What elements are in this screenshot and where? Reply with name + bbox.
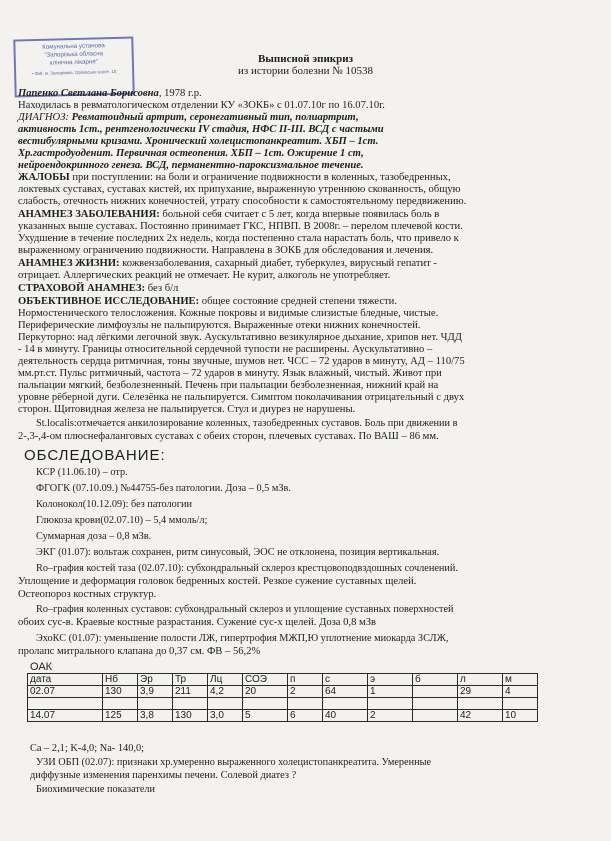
- oak-data-row: [28, 686, 538, 698]
- objective-line: - 14 в минуту. Границы относительной сердечной тупости не расширены. Аускультативно –: [18, 344, 433, 355]
- oak-cell: 3,0: [208, 710, 243, 722]
- oak-cell: 20: [243, 686, 288, 698]
- oak-cell: 125: [103, 710, 138, 722]
- objective-line: мм.рт.ст. Пульс ритмичный, частота – 72 ударов в минуту. Язык влажный, чистый. Живот при: [18, 368, 442, 379]
- diagnosis-label: ДИАГНОЗ:: [18, 112, 69, 123]
- oak-cell: СОЭ: [243, 674, 288, 686]
- objective-line: [18, 296, 598, 308]
- objective-line: Нормостенического телосложения. Кожные покровы и видимые слизистые бледные, чистые.: [18, 308, 439, 319]
- diagnosis-line: [18, 112, 598, 124]
- oak-cell: [138, 698, 173, 710]
- oak-cell: 14.07: [28, 710, 103, 722]
- oak-cell: [288, 698, 323, 710]
- oak-cell: п: [288, 674, 323, 686]
- st-localis-line: St.localis:отмечается анкилозирование коленных, тазобедренных суставов. Боль при движении в: [36, 418, 458, 429]
- oak-cell: э: [368, 674, 413, 686]
- stamp-line: "Запорізька обласна: [44, 50, 104, 59]
- complaints-line: локтевых суставах, суставах кистей, их припухание, выраженную утреннюю скованность, общую: [18, 184, 461, 195]
- biochem-line: Биохимические показатели: [36, 784, 156, 795]
- objective-line: Периферические лимфоузлы не пальпируются. Выраженные отеки нижних конечностей.: [18, 320, 421, 331]
- oak-cell: 10: [503, 710, 538, 722]
- patient-year: , 1978 г.р.: [158, 88, 202, 99]
- document-title: Выписной эпикриз: [257, 53, 354, 65]
- oak-cell: дата: [28, 674, 103, 686]
- exam-pelvis-xray: Остеопороз костных структур.: [18, 589, 157, 600]
- diagnosis-line: нейроендокринного генеза. ВСД, перманентно-пароксизмальное течение.: [18, 160, 364, 171]
- insurance-line: [18, 283, 598, 295]
- anamnesis-disease-line: указанных выше суставах. Постоянно принимает ГКС, НПВП. В 2008г. – перелом плечевой кости.: [18, 221, 463, 232]
- objective-line: сторон. Щитовидная железа не пальпируется. Стул и диурез не нарушены.: [18, 404, 356, 415]
- stamp-line: клінічна лікарня": [49, 58, 98, 67]
- oak-cell: 2: [368, 710, 413, 722]
- insurance-label: СТРАХОВОЙ АНАМНЕЗ:: [18, 283, 146, 294]
- anamnesis-life-text: кожвензаболевания, сахарный диабет, туберкулез, вирусный гепатит -: [119, 258, 437, 269]
- oak-cell: [413, 710, 458, 722]
- objective-label: ОБЪЕКТИВНОЕ ИССЛЕДОВАНИЕ:: [18, 296, 200, 307]
- oak-cell: 6: [288, 710, 323, 722]
- oak-cell: [503, 698, 538, 710]
- uzi-line: диффузные изменения паренхимы печени. Солевой диатез ?: [30, 770, 297, 781]
- oak-cell: [208, 698, 243, 710]
- anamnesis-disease-label: АНАМНЕЗ ЗАБОЛЕВАНИЯ:: [18, 209, 160, 220]
- oak-cell: [413, 698, 458, 710]
- complaints-text: при поступлении: на боли и ограничение подвижности в коленных, тазобедренных,: [69, 172, 451, 183]
- diagnosis-line: вестибулярными кризами. Хронический холецистопанкреатит. ХБП – 1ст.: [18, 136, 379, 147]
- oak-cell: 130: [173, 710, 208, 722]
- oak-cell: [173, 698, 208, 710]
- anamnesis-life-label: АНАМНЕЗ ЖИЗНИ:: [18, 258, 120, 269]
- electrolytes-line: Ca – 2,1; K-4,0; Na- 140,0;: [30, 743, 145, 754]
- oak-cell: с: [323, 674, 368, 686]
- document-subtitle: из истории болезни № 10538: [237, 65, 373, 77]
- exam-echo: ЭхоКС (01.07): уменьшение полости ЛЖ, гипертрофия МЖП,Ю уплотнение миокарда ЗСЛЖ,: [36, 633, 449, 644]
- oak-cell: [368, 698, 413, 710]
- diagnosis-line: активность 1ст., рентгенологически IV стадия, НФС II-III. ВСД с частыми: [18, 124, 384, 135]
- anamnesis-disease-line: [18, 209, 598, 221]
- oak-cell: [103, 698, 138, 710]
- anamnesis-life-line: отрицает. Аллергических реакций не отмечает. Не курит, алкоголь не употребляет.: [18, 270, 391, 281]
- insurance-value: без б/л: [145, 283, 179, 294]
- objective-line: уровне рёберной дуги. Селезёнка не пальпируется. Симптом поколачивания отрицательный с двух: [18, 392, 465, 403]
- exam-fgok: ФГОГК (07.10.09.) №44755-без патологии. Доза – 0,5 мЗв.: [36, 483, 291, 494]
- oak-cell: Лц: [208, 674, 243, 686]
- oak-cell: [28, 698, 103, 710]
- exam-knee-xray: обоих сус-в. Краевые костные разрастания. Сужение сус-х щелей. Доза 0,8 мЗв: [18, 617, 377, 628]
- oak-cell: [458, 698, 503, 710]
- oak-cell: 40: [323, 710, 368, 722]
- oak-cell: [323, 698, 368, 710]
- oak-table: [27, 673, 538, 722]
- exam-echo: пролапс митрального клапана до 0,37 см. ФВ – 56,2%: [18, 646, 261, 657]
- complaints-line: слабость, отечность нижних конечностей, утрату способности к самостоятельному передвижению.: [18, 196, 467, 207]
- complaints-label: ЖАЛОБЫ: [18, 172, 70, 183]
- oak-cell: [243, 698, 288, 710]
- oak-cell: Тр: [173, 674, 208, 686]
- anamnesis-disease-line: Ухудшение в течение последних 2х недель, когда постепенно стала нарастать боль, что привело к: [18, 233, 459, 244]
- oak-data-row: [28, 698, 538, 710]
- diagnosis-line: Хр.гастродуоденит. Первичная остеопения. ХБП – 1ст. Ожирение 1 ст,: [18, 148, 364, 159]
- oak-cell: 130: [103, 686, 138, 698]
- patient-line: [18, 88, 598, 100]
- st-localis-line: 2-,3-,4-ом плюснефаланговых суставах с обеих сторон, плечевых суставах. По ВАШ – 86 мм.: [18, 431, 439, 442]
- exam-knee-xray: Ro–графия коленных суставов: субхондральный склероз и уплощение суставных поверхностей: [36, 604, 454, 615]
- oak-cell: м: [503, 674, 538, 686]
- objective-line: деятельность сердца ритмичная, тоны звучные, шумов нет. ЧСС – 72 ударов в минуту, АД – 110/75: [18, 356, 465, 367]
- exam-pelvis-xray: Ro–графия костей таза (02.07.10): субхондральный склероз крестцовоподвздошных сочленений.: [36, 563, 458, 574]
- oak-cell: 4,2: [208, 686, 243, 698]
- objective-line: пальпации мягкий, безболезненный. Печень при пальпации безболезненная, нижний край на: [18, 380, 439, 391]
- complaints-line: [18, 172, 598, 184]
- oak-cell: л: [458, 674, 503, 686]
- anamnesis-disease-text: больной себя считает с 5 лет, когда впервые появилась боль в: [159, 209, 440, 220]
- oak-cell: 29: [458, 686, 503, 698]
- oak-header-row: [28, 674, 538, 686]
- oak-cell: 1: [368, 686, 413, 698]
- exam-glucose: Глюкоза крови(02.07.10) – 5,4 ммоль/л;: [36, 515, 208, 526]
- exam-colonoscopy: Колонокол(10.12.09): без патологии: [36, 499, 192, 510]
- oak-cell: 211: [173, 686, 208, 698]
- oak-cell: б: [413, 674, 458, 686]
- anamnesis-life-line: [18, 258, 598, 270]
- stamp-address: • 069, м. Запоріжжя, Оріхівське шосе, 10: [31, 68, 117, 77]
- oak-label: ОАК: [30, 661, 53, 673]
- stamp-line: Комунальна установа: [42, 42, 105, 51]
- patient-name: Папенко Светлана Борисовна: [18, 88, 159, 99]
- oak-cell: 3,8: [138, 710, 173, 722]
- oak-cell: [413, 686, 458, 698]
- admission-line: Находилась в ревматологическом отделении КУ «ЗОКБ» с 01.07.10г по 16.07.10г.: [18, 100, 385, 111]
- exam-heading: ОБСЛЕДОВАНИЕ:: [24, 447, 166, 464]
- oak-cell: 5: [243, 710, 288, 722]
- oak-cell: 42: [458, 710, 503, 722]
- exam-pelvis-xray: Уплощение и деформация головок бедренных костей. Резкое сужение суставных щелей.: [18, 576, 417, 587]
- diagnosis-text: Ревматоидный артрит, серонегативный тип, полиартрит,: [68, 112, 359, 123]
- uzi-line: УЗИ ОБП (02.07): признаки хр.умеренно выраженного холецистопанкреатита. Умеренные: [36, 757, 432, 768]
- oak-data-row: [28, 710, 538, 722]
- exam-ksr: КСР (11.06.10) – отр.: [36, 467, 128, 478]
- oak-cell: 2: [288, 686, 323, 698]
- oak-cell: 3,9: [138, 686, 173, 698]
- oak-cell: 64: [323, 686, 368, 698]
- anamnesis-disease-line: выраженному ограничению подвижности. Направлена в ЗОКБ для обследования и лечения.: [18, 245, 434, 256]
- oak-cell: Эр: [138, 674, 173, 686]
- exam-total-dose: Суммарная доза – 0,8 мЗв.: [36, 531, 152, 542]
- oak-cell: 02.07: [28, 686, 103, 698]
- exam-ecg: ЭКГ (01.07): вольтаж сохранен, ритм синусовый, ЭОС не отклонена, позиция вертикальная.: [36, 547, 440, 558]
- objective-line: Перкуторно: над лёгкими легочной звук. Аускультативно везикулярное дыхание, хрипов нет. ЧДД: [18, 332, 462, 343]
- objective-text: общее состояние средней степени тяжести.: [199, 296, 398, 307]
- oak-cell: Нб: [103, 674, 138, 686]
- oak-cell: 4: [503, 686, 538, 698]
